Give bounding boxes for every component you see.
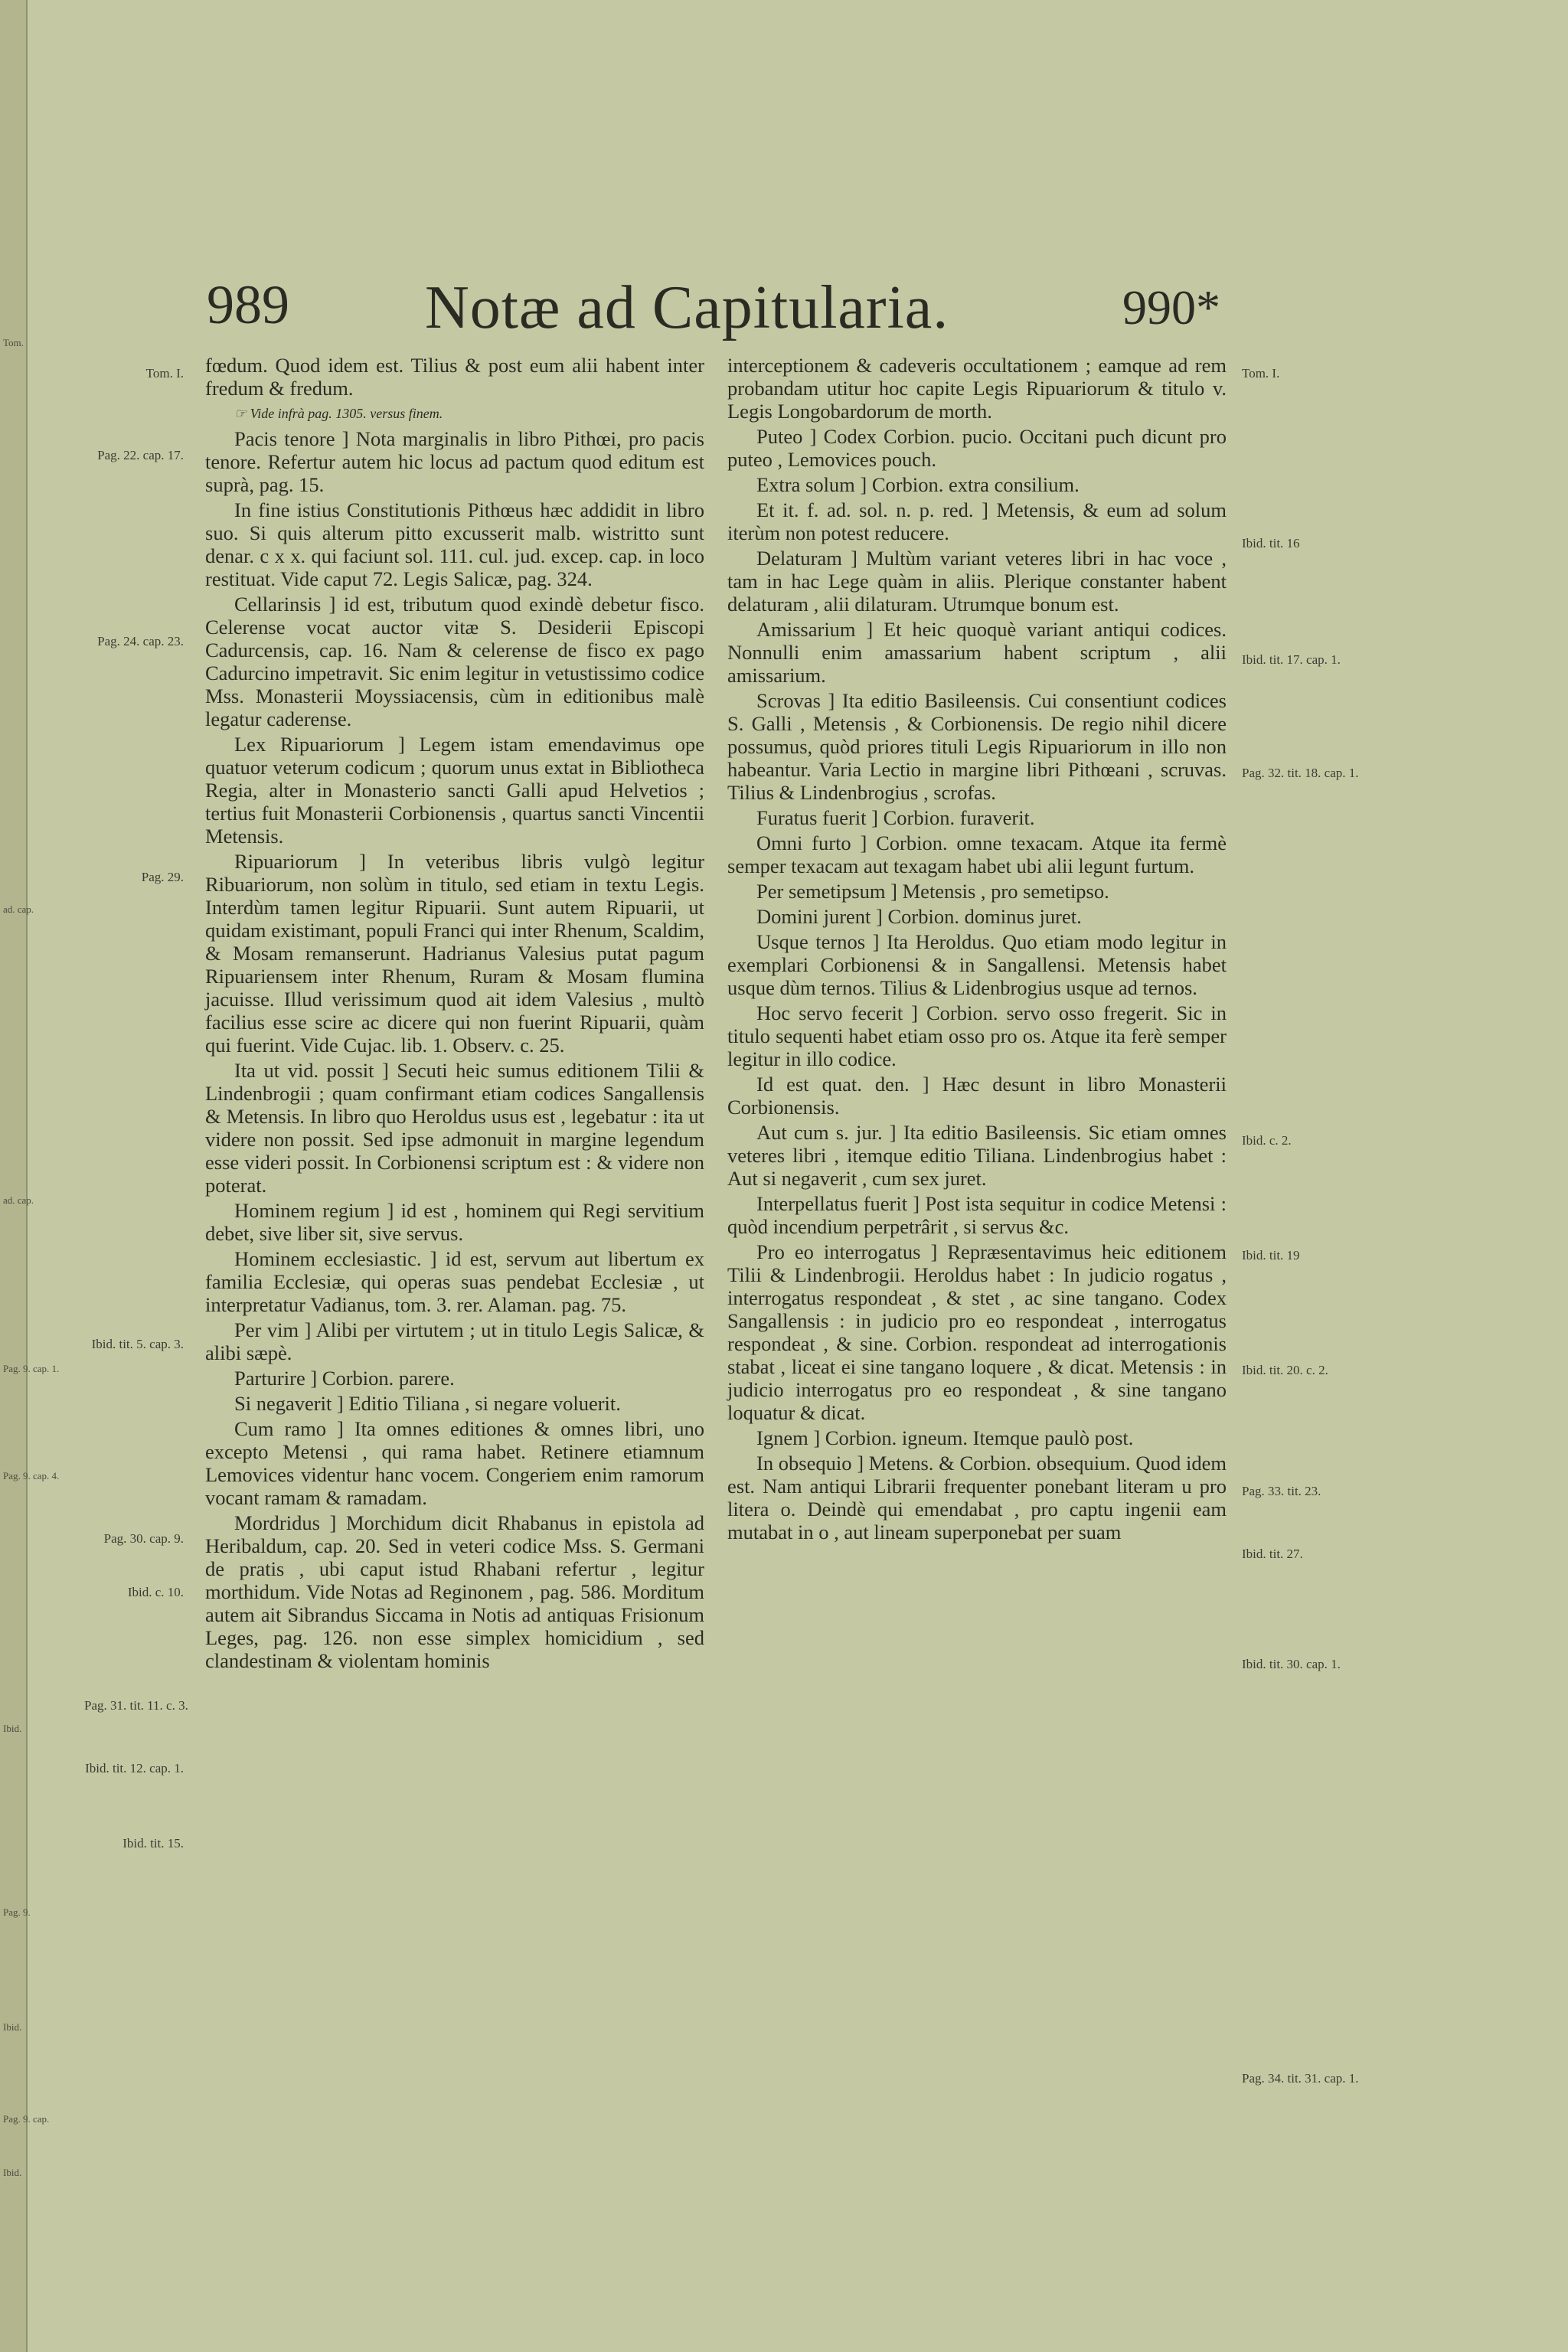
right-text-column: [727, 354, 1227, 1546]
paragraph: Furatus fuerit ] Corbion. furaverit.: [756, 806, 1035, 829]
paragraph: Cellarinsis ] id est, tributum quod exindè debetur fisco. Celerense vocat auctor vitæ S. Desiderii Episcopi Cadurcensis, cap. 16. Nam & celerense de fisco ex pago Cadurcino impetravit. Sic enim legitur in vetustissimo codice Mss. Monasterii Moyssiacensis, cùm in editionibus malè legatur caderense.: [205, 593, 704, 730]
gutter-label: Ibid.: [3, 2021, 22, 2033]
margin-note-right: Ibid. tit. 30. cap. 1.: [1242, 1657, 1341, 1671]
gutter-label: Pag. 9. cap. 1.: [3, 1363, 60, 1374]
paragraph: Lex Ripuariorum ] Legem istam emendavimus ope quatuor veterum codicum ; quorum unus extat in Bibliotheca Regia, alter in Monasterio sancti Galli apud Helvetios ; tertius fuit Monasterii Corbionensis , quartus sancti Vincentii Metensis.: [205, 733, 704, 848]
margin-note-right: Ibid. tit. 17. cap. 1.: [1242, 652, 1341, 667]
margin-note-right: Ibid. tit. 19: [1242, 1248, 1300, 1263]
page-title: Notæ ad Capitularia.: [425, 274, 949, 341]
gutter-label: ad. cap.: [3, 903, 34, 915]
margin-note-left: Pag. 29.: [141, 870, 184, 884]
paragraph: interceptionem & cadeveris occultationem ; eamque ad rem probandam utitur hoc capite Legis Ripuariorum & titulo v. Legis Longobardorum de morth.: [727, 354, 1227, 423]
gutter-label: Pag. 9. cap.: [3, 2113, 50, 2125]
paragraph: Hominem ecclesiastic. ] id est, servum aut libertum ex familia Ecclesiæ, qui operas suas pendebat Ecclesiæ , ut interpretatur Vadianus, tom. 3. rer. Alaman. pag. 75.: [205, 1247, 704, 1316]
paragraph: Si negaverit ] Editio Tiliana , si negare voluerit.: [234, 1392, 621, 1415]
gutter-label: Ibid.: [3, 1723, 22, 1734]
adjacent-page-edge: [0, 0, 60, 2352]
paragraph: Extra solum ] Corbion. extra consilium.: [756, 473, 1080, 496]
paragraph: Aut cum s. jur. ] Ita editio Basileensis. Sic etiam omnes veteres libri , itemque editio Tiliana. Lindenbrogius habet : Aut si negaverit , cum sex juret.: [727, 1121, 1227, 1190]
paragraph: Cum ramo ] Ita omnes editiones & omnes libri, uno excepto Metensi , qui rama habet. Retinere etiamnum Lemovices videntur hanc vocem. Congeriem enim ramorum vocant ramam & ramadam.: [205, 1417, 704, 1509]
margin-note-left: Ibid. tit. 5. cap. 3.: [91, 1337, 184, 1351]
margin-note-left: Pag. 31. tit. 11. c. 3.: [84, 1698, 188, 1713]
paragraph: Delaturam ] Multùm variant veteres libri in hac voce , tam in hac Lege quàm in aliis. Plerique constanter habent delaturam , alii dilaturam. Utrumque bonum est.: [727, 547, 1227, 616]
gutter-label: ad. cap.: [3, 1194, 34, 1206]
gutter-label: Pag. 9. cap. 4.: [3, 1470, 60, 1481]
paragraph: Hoc servo fecerit ] Corbion. servo osso fregerit. Sic in titulo sequenti habet etiam osso pro os. Atque ita ferè semper legitur in illo codice.: [727, 1001, 1227, 1070]
paragraph: Mordridus ] Morchidum dicit Rhabanus in epistola ad Heribaldum, cap. 20. Sed in veteri codice Mss. S. Germani de pratis , ubi caput istud Rhabani refertur , legitur morthidum. Vide Notas ad Reginonem , pag. 586. Morditum autem ait Sibrandus Siccama in Notis ad antiquas Frisionum Leges, pag. 126. non esse simplex homicidium , sed clandestinam & violentam hominis: [205, 1511, 704, 1672]
paragraph: Puteo ] Codex Corbion. pucio. Occitani puch dicunt pro puteo , Lemovices pouch.: [727, 425, 1227, 471]
margin-note-left: Tom. I.: [145, 366, 184, 381]
margin-note-right: Ibid. tit. 16: [1242, 536, 1300, 550]
paragraph: Et it. f. ad. sol. n. p. red. ] Metensis, & eum ad solum iterùm non potest reducere.: [727, 498, 1227, 544]
gutter-label: Pag. 9.: [3, 1906, 31, 1918]
gutter-label: Tom.: [3, 337, 24, 348]
page-number-left: 989: [207, 274, 289, 335]
margin-note-left: Pag. 30. cap. 9.: [103, 1531, 184, 1546]
paragraph: Id est quat. den. ] Hæc desunt in libro Monasterii Corbionensis.: [727, 1073, 1227, 1119]
margin-note-right: Pag. 34. tit. 31. cap. 1.: [1242, 2071, 1359, 2086]
paragraph: Ripuariorum ] In veteribus libris vulgò legitur Ribuariorum, non solùm in titulo, sed etiam in textu Legis. Interdùm tamen legitur Ripuarii. Sunt autem Ripuarii, ut quidam existimant, populi Franci qui inter Rhenum, Scaldim, & Mosam remanserunt. Hadrianus Valesius putat pagum Ripuariensem inter Rhenum, Ruram & Mosam flumina jacuisse. Illud verissimum quod ait idem Valesius , multò facilius esse scire ac dicere qui non fuerint Ripuarii, quàm qui fuerint. Vide Cujac. lib. 1. Observ. c. 25.: [205, 850, 704, 1057]
margin-note-left: Ibid. tit. 15.: [122, 1836, 184, 1851]
margin-note-right: Ibid. c. 2.: [1242, 1133, 1292, 1148]
paragraph: Hominem regium ] id est , hominem qui Regi servitium debet, sive liber sit, sive servus.: [205, 1199, 704, 1245]
paragraph: Domini jurent ] Corbion. dominus juret.: [756, 905, 1082, 928]
paragraph: Per vim ] Alibi per virtutem ; ut in titulo Legis Salicæ, & alibi sæpè.: [205, 1318, 704, 1364]
margin-note-left: Pag. 24. cap. 23.: [97, 634, 184, 648]
paragraph: In obsequio ] Metens. & Corbion. obsequium. Quod idem est. Nam antiqui Librarii frequenter ponebant literam u pro litera o. Deindè qui emendabat , pro captu ingenii eam mutabat in o , aut lineam superponebat per suam: [727, 1452, 1227, 1544]
margin-note-right: Pag. 32. tit. 18. cap. 1.: [1242, 766, 1359, 780]
paragraph: Ignem ] Corbion. igneum. Itemque paulò post.: [756, 1426, 1134, 1449]
left-text-column: [205, 354, 704, 1674]
margin-note-right: Ibid. tit. 20. c. 2.: [1242, 1363, 1328, 1377]
page-number-right: 990*: [1122, 280, 1220, 335]
paragraph: Ita ut vid. possit ] Secuti heic sumus editionem Tilii & Lindenbrogii ; quam confirmant etiam codices Sangallensis & Metensis. In libro quo Heroldus usus est , legebatur : ita ut videre non possit. Sed ipse admonuit in margine legendum esse videri possit. In Corbionensi scriptum est : & videre non poterat.: [205, 1059, 704, 1197]
paragraph: In fine istius Constitutionis Pithœus hæc addidit in libro suo. Si quis alterum pitto excusserit malb. wistritto sunt denar. c x x. qui faciunt sol. 111. cul. jud. excep. cap. in loco restituat. Vide caput 72. Legis Salicæ, pag. 324.: [205, 498, 704, 590]
paragraph: Amissarium ] Et heic quoquè variant antiqui codices. Nonnulli enim amassarium habent scriptum , alii amissarium.: [727, 618, 1227, 687]
paragraph: Omni furto ] Corbion. omne texacam. Atque ita fermè semper texacam aut texagam habet ubi alii legunt furtum.: [727, 831, 1227, 877]
paragraph: Parturire ] Corbion. parere.: [234, 1367, 455, 1390]
gutter-label: Ibid.: [3, 2167, 22, 2178]
paragraph: Interpellatus fuerit ] Post ista sequitur in codice Metensi : quòd incendium perpetrârit , si servus &c.: [727, 1192, 1227, 1238]
paragraph: fœdum. Quod idem est. Tilius & post eum alii habent inter fredum & fredum.: [205, 354, 704, 400]
paragraph: Pacis tenore ] Nota marginalis in libro Pithœi, pro pacis tenore. Refertur autem hic locus ad pactum quod editum est suprà, pag. 15.: [205, 427, 704, 496]
margin-note-right: Pag. 33. tit. 23.: [1242, 1484, 1321, 1498]
paragraph: Pro eo interrogatus ] Repræsentavimus heic editionem Tilii & Lindenbrogii. Heroldus habet : In judicio rogatus , interrogatus respondeat , & stet , ac sine tangano. Codex Sangallensis : in judicio pro eo respondeat , interrogatus respondeat , & sine. Corbion. respondeat ad interrogationis stabat , liceat ei sine tangano loquere , & dicat. Metensis : in judicio interrogatus pro eo respondeat , & sine tangano loquatur & dicat.: [727, 1240, 1227, 1424]
paragraph: Per semetipsum ] Metensis , pro semetipso.: [756, 880, 1109, 903]
paragraph: Scrovas ] Ita editio Basileensis. Cui consentiunt codices S. Galli , Metensis , & Corbionensis. De regio nihil dicere possumus, quòd priores tituli Legis Ripuariorum in illo non habeantur. Varia Lectio in margine libri Pithœani , scruvas. Tilius & Lindenbrogius , scrofas.: [727, 689, 1227, 804]
margin-note-left: Pag. 22. cap. 17.: [97, 448, 184, 462]
margin-note-right: Ibid. tit. 27.: [1242, 1547, 1303, 1561]
margin-note-right: Tom. I.: [1242, 366, 1280, 381]
margin-note-left: Ibid. tit. 12. cap. 1.: [85, 1761, 184, 1775]
cross-reference: ☞ Vide infrà pag. 1305. versus finem.: [234, 406, 443, 421]
margin-note-left: Ibid. c. 10.: [127, 1585, 184, 1599]
paragraph: Usque ternos ] Ita Heroldus. Quo etiam modo legitur in exemplari Corbionensi & in Sangallensi. Metensis habet usque dùm ternos. Tilius & Lidenbrogius usque ad ternos.: [727, 930, 1227, 999]
